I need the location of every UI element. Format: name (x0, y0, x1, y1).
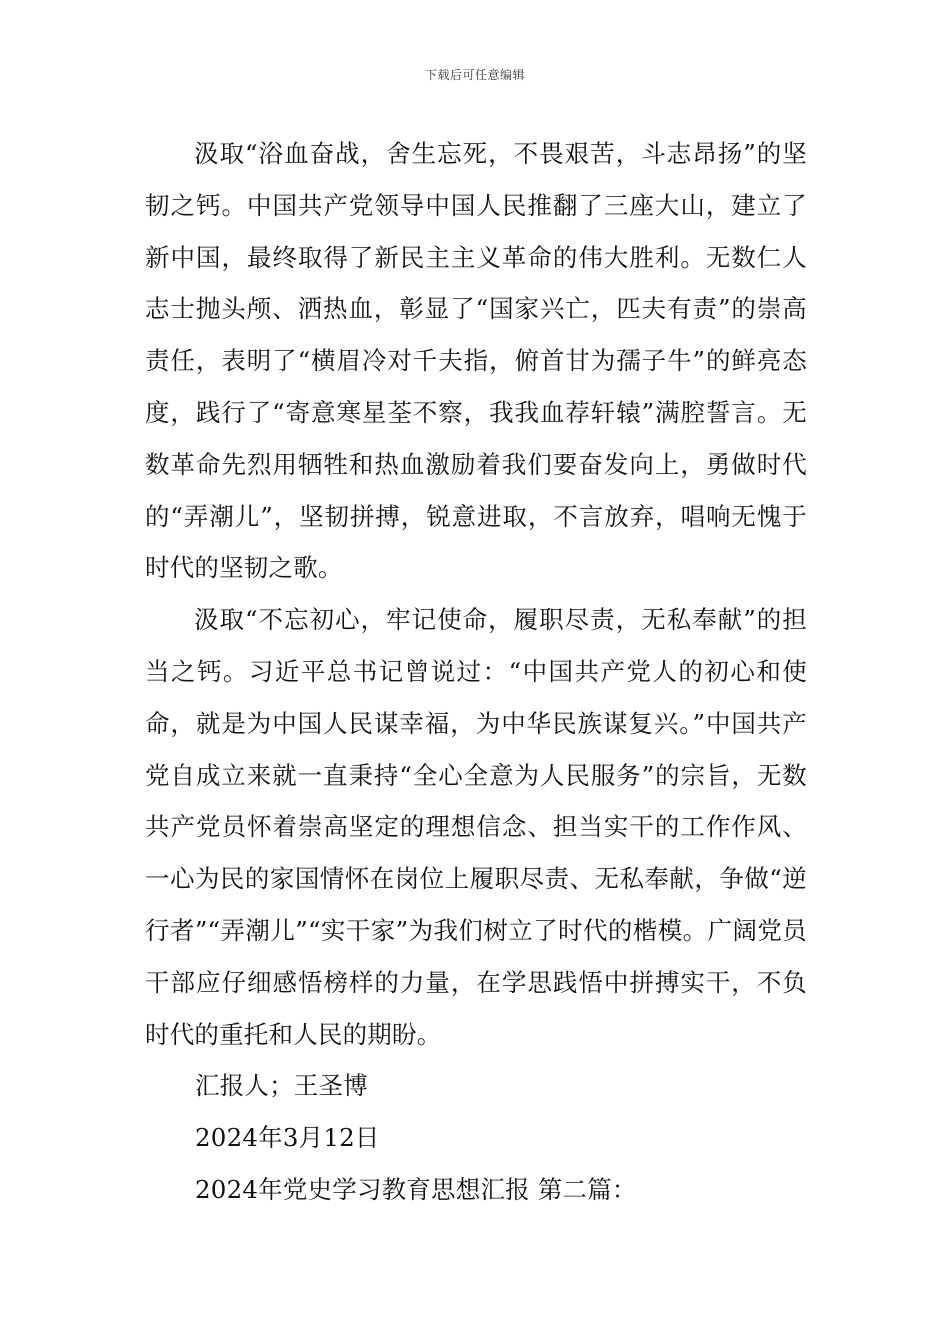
paragraph-resilience: 汲取“浴血奋战，舍生忘死，不畏艰苦，斗志昂扬”的坚韧之钙。中国共产党领导中国人民推翻了三座大山，建立了新中国，最终取得了新民主主义革命的伟大胜利。无数仁人志士抛头颅、洒热血，彰显了“国家兴亡，匹夫有责”的崇高责任，表明了“横眉冷对千夫指，俯首甘为孺子牛”的鲜亮态度，践行了“寄意寒星荃不察，我我血荐轩辕”满腔誓言。无数革命先烈用牺牲和热血激励着我们要奋发向上，勇做时代的“弄潮儿”，坚韧拼搏，锐意进取，不言放弃，唱响无愧于时代的坚韧之歌。 (145, 139, 807, 583)
page-header-note: 下载后可任意编辑 (424, 68, 525, 82)
paragraph-responsibility: 汲取“不忘初心，牢记使命，履职尽责，无私奉献”的担当之钙。习近平总书记曾说过：“中国共产党人的初心和使命，就是为中国人民谋幸福，为中华民族谋复兴。”中国共产党自成立来就一直秉持“全心全意为人民服务”的宗旨，无数共产党员怀着崇高坚定的理想信念、担当实干的工作作风、一心为民的家国情怀在岗位上履职尽责、无私奉献，争做“逆行者”“弄潮儿”“实干家”为我们树立了时代的楷模。广阔党员干部应仔细感悟榜样的力量，在学思践悟中拼搏实干，不负时代的重托和人民的期盼。 (145, 605, 807, 1049)
date-line: 2024年3月12日 (195, 1123, 380, 1153)
document-body (145, 128, 807, 1216)
next-section-title: 2024年党史学习教育思想汇报 第二篇： (195, 1174, 637, 1204)
reporter-line: 汇报人；王圣博 (195, 1071, 368, 1101)
